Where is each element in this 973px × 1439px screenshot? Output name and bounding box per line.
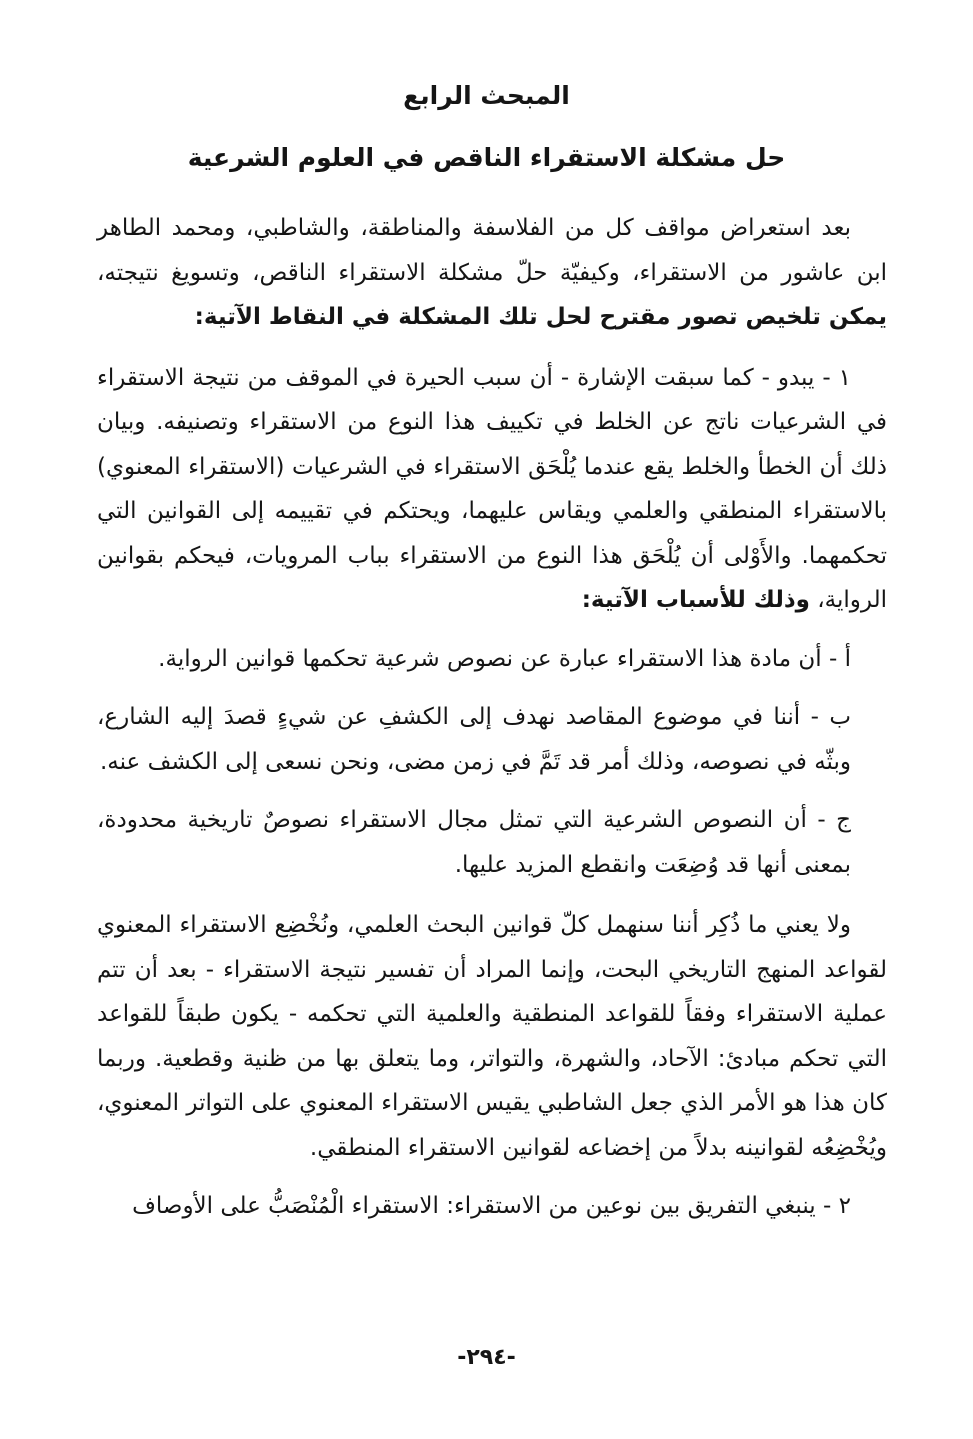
intro-text: بعد استعراض مواقف كل من الفلاسفة والمناطقة، والشاطبي، ومحمد الطاهر ابن عاشور من الاستقراء، وكيفيّة حلّ مشكلة الاستقراء الناقص، وتسويغ نتيجته، [97,215,887,286]
page-body [97,206,887,1229]
sub-item-a: أ - أن مادة هذا الاستقراء عبارة عن نصوص شرعية تحكمها قوانين الرواية. [158,645,851,672]
page-number: -٢٩٤- [457,1345,516,1370]
sub-item-b: ب - أننا في موضوع المقاصد نهدف إلى الكشفِ عن شيءٍ قصدَ إليه الشارع، وبثّه في نصوصه، وذلك أمر قد تَمَّ في زمن مضى، ونحن نسعى إلى الكشف عنه. [97,704,851,775]
section-title-heading: حل مشكلة الاستقراء الناقص في العلوم الشرعية [187,143,786,172]
point-2-text: ٢ - ينبغي التفريق بين نوعين من الاستقراء: الاستقراء الْمُنْصَبُّ على الأوصاف [132,1193,851,1219]
point-1-bold-text: وذلك للأسباب الآتية: [581,587,810,613]
clarification-paragraph [97,903,887,1170]
point-1-paragraph [97,356,887,623]
clarification-text: ولا يعني ما ذُكِر أننا سنهمل كلّ قوانين البحث العلمي، ونُخْضِع الاستقراء المعنوي لقواعد المنهج التاريخي البحت، وإنما المراد أن تفسير نتيجة الاستقراء - بعد أن تتم عملية الاستقراء وفقاً للقواعد المنطقية والعلمية التي تحكمه - يكون طبقاً للقواعد التي تحكم مبادئ: الآحاد، والشهرة، والتواتر، وما يتعلق بها من ظنية وقطعية. وربما كان هذا هو الأمر الذي جعل الشاطبي يقيس الاستقراء المعنوي على التواتر المعنوي، ويُخْضِعُه لقوانينه بدلاً من إخضاعه لقوانين الاستقراء المنطقي. [97,912,887,1161]
point-1-text: ١ - يبدو - كما سبقت الإشارة - أن سبب الحيرة في الموقف من نتيجة الاستقراء في الشرعيات ناتج عن الخلط في تكييف هذا النوع من الاستقراء وتصنيفه. وبيان ذلك أن الخطأ والخلط يقع عندما يُلْحَق الاستقراء في الشرعيات (الاستقراء المعنوي) بالاستقراء المنطقي والعلمي ويقاس عليهما، ويحتكم في تقييمه إلى القوانين التي تحكمهما. والأَوْلى أن يُلْحَق هذا النوع من الاستقراء بباب المرويات، فيحكم بقوانين الرواية، [97,364,887,613]
intro-bold-text: يمكن تلخيص تصور مقترح لحل تلك المشكلة في النقاط الآتية: [194,304,887,330]
section-number-heading: المبحث الرابع [403,81,570,110]
point-2-paragraph [97,1184,887,1229]
sub-item-c: ج - أن النصوص الشرعية التي تمثل مجال الاستقراء نصوصٌ تاريخية محدودة، بمعنى أنها قد وُضِعَت وانقطع المزيد عليها. [97,807,851,878]
intro-paragraph [97,206,887,340]
